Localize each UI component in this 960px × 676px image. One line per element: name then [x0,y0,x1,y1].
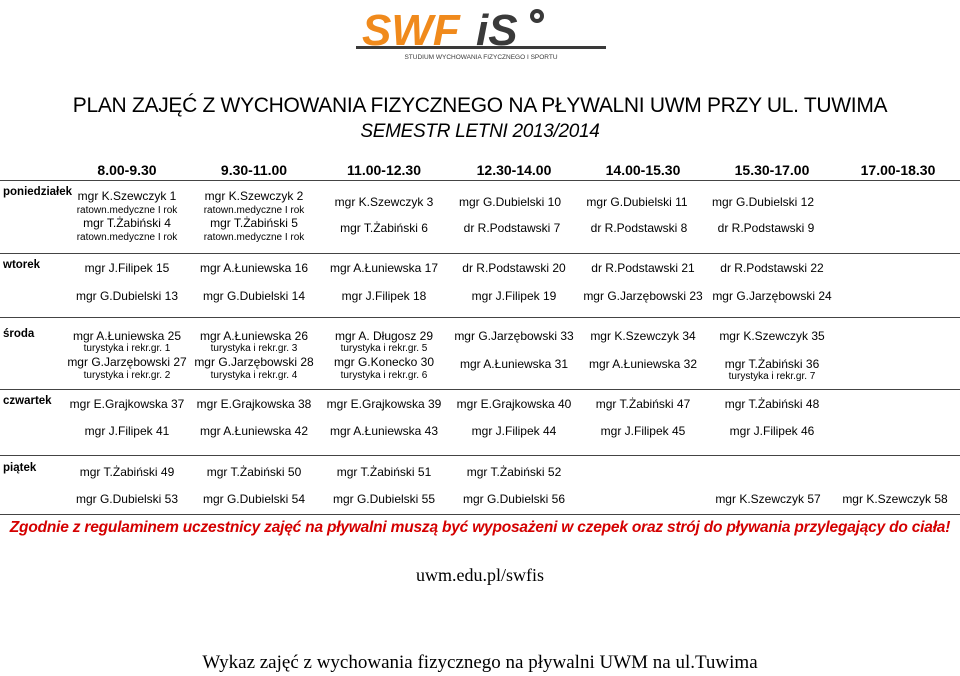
class-cell: mgr G.Dubielski 55 [332,492,436,506]
row-divider [0,514,960,515]
class-cell: mgr T.Żabiński 49 [79,465,175,479]
class-cell: mgr K.Szewczyk 58 [842,492,948,506]
logo-tagline: STUDIUM WYCHOWANIA FIZYCZNEGO I SPORTU [404,54,558,61]
class-cell: mgr T.Żabiński 47 [595,397,691,411]
class-cell: mgr T.Żabiński 50 [206,465,302,479]
class-cell: mgr A.Łuniewska 43 [329,424,439,438]
class-note: ratown.medyczne I rok [203,205,305,216]
class-note: ratown.medyczne I rok [76,232,178,243]
class-cell: mgr T.Żabiński 36 [724,357,820,371]
class-cell: mgr A.Łuniewska 26 [199,329,309,343]
class-cell: dr R.Podstawski 20 [462,261,566,275]
hour-5: 14.00-15.30 [605,162,681,178]
row-divider [0,389,960,390]
class-note: turystyka i rekr.gr. 4 [210,370,298,381]
class-cell: mgr K.Szewczyk 35 [719,329,825,343]
class-cell: mgr J.Filipek 15 [84,261,170,275]
class-note: turystyka i rekr.gr. 3 [210,343,298,354]
class-cell: mgr G.Dubielski 11 [586,195,688,209]
footer-caption: Wykaz zajęć z wychowania fizycznego na pływalni UWM na ul.Tuwima [202,652,758,673]
class-note: turystyka i rekr.gr. 5 [340,343,428,354]
class-note: turystyka i rekr.gr. 7 [728,371,816,382]
class-note: ratown.medyczne I rok [76,205,178,216]
class-cell: mgr E.Grajkowska 40 [456,397,572,411]
class-cell: mgr J.Filipek 44 [471,424,557,438]
day-monday: poniedziałek [3,186,73,198]
class-cell: mgr A.Łuniewska 16 [199,261,309,275]
class-cell: mgr E.Grajkowska 38 [196,397,312,411]
hour-7: 17.00-18.30 [860,162,936,178]
class-cell: mgr G.Dubielski 10 [458,195,562,209]
class-cell: mgr A.Łuniewska 42 [199,424,309,438]
class-cell: mgr K.Szewczyk 1 [77,189,177,203]
page-title: PLAN ZAJĘĆ Z WYCHOWANIA FIZYCZNEGO NA PŁYWALNI UWM PRZY UL. TUWIMA [72,94,888,117]
day-tuesday: wtorek [3,259,41,271]
class-cell: mgr G.Dubielski 14 [202,289,306,303]
row-divider [0,455,960,456]
row-divider [0,317,960,318]
class-cell: dr R.Podstawski 21 [591,261,695,275]
swimwear-notice: Zgodnie z regulaminem uczestnicy zajęć na pływalni muszą być wyposażeni w czepek oraz strój do pływania przylegający do ciała! [9,519,951,536]
day-friday: piątek [3,462,37,474]
class-cell: mgr T.Żabiński 4 [83,216,171,230]
class-cell: mgr E.Grajkowska 39 [326,397,442,411]
class-cell: mgr A.Łuniewska 17 [329,261,439,275]
class-note: turystyka i rekr.gr. 2 [83,370,171,381]
class-cell: mgr G.Konecko 30 [333,355,435,369]
class-cell: mgr G.Dubielski 12 [711,195,815,209]
swfis-logo-graphic [356,6,606,62]
class-cell: mgr K.Szewczyk 57 [715,492,821,506]
class-cell: mgr G.Dubielski 56 [462,492,566,506]
class-cell: mgr J.Filipek 19 [471,289,557,303]
class-cell: mgr G.Dubielski 13 [75,289,179,303]
class-cell: mgr T.Żabiński 5 [210,216,298,230]
semester: SEMESTR LETNI 2013/2014 [360,121,600,142]
class-note: ratown.medyczne I rok [203,232,305,243]
class-cell: mgr A.Łuniewska 31 [459,357,569,371]
day-wednesday: środa [3,328,35,340]
hour-4: 12.30-14.00 [476,162,552,178]
svg-text:iS: iS [476,6,518,55]
hour-2: 9.30-11.00 [220,162,288,178]
class-cell: mgr K.Szewczyk 2 [204,189,304,203]
class-cell: mgr J.Filipek 45 [600,424,686,438]
row-divider [0,180,960,181]
hour-1: 8.00-9.30 [97,162,157,178]
class-cell: mgr T.Żabiński 51 [336,465,432,479]
class-cell: mgr A.Łuniewska 25 [72,329,182,343]
class-cell: mgr A. Długosz 29 [334,329,434,343]
class-note: turystyka i rekr.gr. 1 [83,343,171,354]
class-cell: dr R.Podstawski 7 [463,221,561,235]
hour-6: 15.30-17.00 [734,162,810,178]
hour-3: 11.00-12.30 [347,162,421,178]
class-cell: mgr J.Filipek 18 [341,289,427,303]
class-cell: dr R.Podstawski 22 [720,261,824,275]
class-cell: mgr G.Dubielski 54 [202,492,306,506]
class-cell: mgr G.Jarzębowski 33 [454,329,574,343]
svg-text:SWF: SWF [362,6,460,55]
class-cell: mgr G.Jarzębowski 28 [194,355,314,369]
swfis-logo [356,6,606,62]
class-cell: mgr G.Jarzębowski 24 [712,289,832,303]
class-cell: mgr K.Szewczyk 3 [334,195,434,209]
class-cell: mgr J.Filipek 41 [84,424,170,438]
row-divider [0,253,960,254]
class-cell: mgr E.Grajkowska 37 [69,397,185,411]
class-cell: mgr G.Dubielski 53 [75,492,179,506]
class-cell: mgr T.Żabiński 52 [466,465,562,479]
class-cell: mgr A.Łuniewska 32 [588,357,698,371]
class-cell: mgr G.Jarzębowski 23 [583,289,703,303]
class-cell: mgr G.Jarzębowski 27 [67,355,187,369]
class-cell: mgr K.Szewczyk 34 [590,329,696,343]
class-cell: mgr T.Żabiński 6 [340,221,428,235]
class-cell: mgr J.Filipek 46 [729,424,815,438]
class-cell: dr R.Podstawski 8 [590,221,688,235]
website-url[interactable]: uwm.edu.pl/swfis [416,565,544,585]
day-thursday: czwartek [3,395,52,407]
class-note: turystyka i rekr.gr. 6 [340,370,428,381]
class-cell: mgr T.Żabiński 48 [724,397,820,411]
class-cell: dr R.Podstawski 9 [717,221,815,235]
